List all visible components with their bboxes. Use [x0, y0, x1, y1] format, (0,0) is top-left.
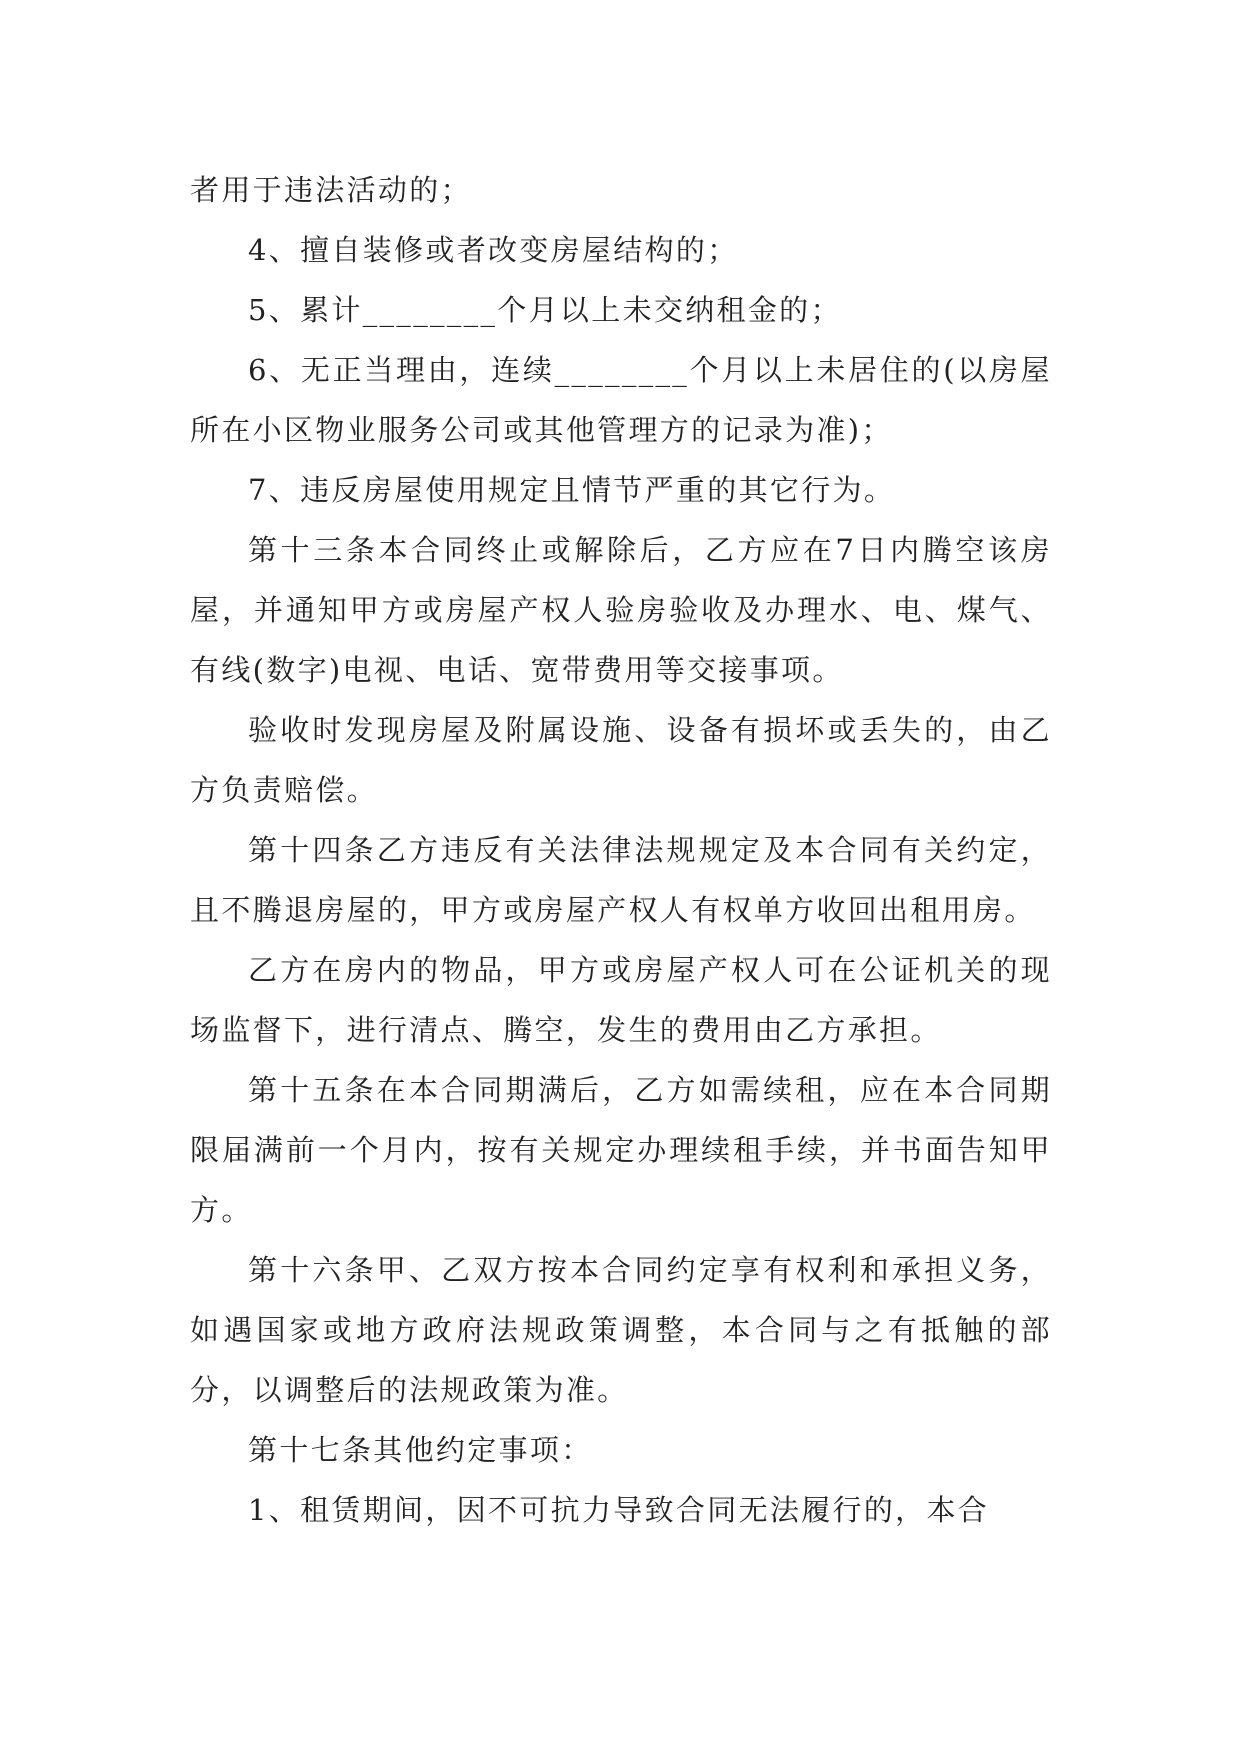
paragraph-clause-12-item-3-continued: 者用于违法活动的； — [190, 173, 472, 207]
paragraph-clause-17: 第十七条其他约定事项： — [248, 1433, 593, 1467]
paragraph-clause-14: 第十四条乙方违反有关法律法规规定及本合同有关约定，且不腾退房屋的，甲方或房屋产权人有权单方收回出租用房。 — [190, 833, 1052, 927]
paragraph-clause-15: 第十五条在本合同期满后，乙方如需续租，应在本合同期限届满前一个月内，按有关规定办理续租手续，并书面告知甲方。 — [190, 1073, 1052, 1227]
paragraph-clause-12-item-4: 4、擅自装修或者改变房屋结构的； — [248, 233, 739, 267]
paragraph-clause-12-item-5: 5、累计________个月以上未交纳租金的； — [248, 293, 842, 327]
paragraph-clause-16: 第十六条甲、乙双方按本合同约定享有权利和承担义务，如遇国家或地方政府法规政策调整，本合同与之有抵触的部分，以调整后的法规政策为准。 — [190, 1253, 1052, 1407]
paragraph-clause-13-inspection: 验收时发现房屋及附属设施、设备有损坏或丢失的，由乙方负责赔偿。 — [190, 713, 1052, 807]
document-body — [190, 160, 1052, 1540]
paragraph-clause-13: 第十三条本合同终止或解除后，乙方应在7日内腾空该房屋，并通知甲方或房屋产权人验房验收及办理水、电、煤气、有线(数字)电视、电话、宽带费用等交接事项。 — [190, 533, 1052, 687]
paragraph-clause-12-item-6: 6、无正当理由，连续________个月以上未居住的(以房屋所在小区物业服务公司或其他管理方的记录为准)； — [190, 353, 1052, 447]
paragraph-clause-12-item-7: 7、违反房屋使用规定且情节严重的其它行为。 — [248, 473, 896, 507]
paragraph-clause-14-belongings: 乙方在房内的物品，甲方或房屋产权人可在公证机关的现场监督下，进行清点、腾空，发生的费用由乙方承担。 — [190, 953, 1052, 1047]
paragraph-clause-17-item-1: 1、租赁期间，因不可抗力导致合同无法履行的，本合 — [248, 1493, 990, 1527]
